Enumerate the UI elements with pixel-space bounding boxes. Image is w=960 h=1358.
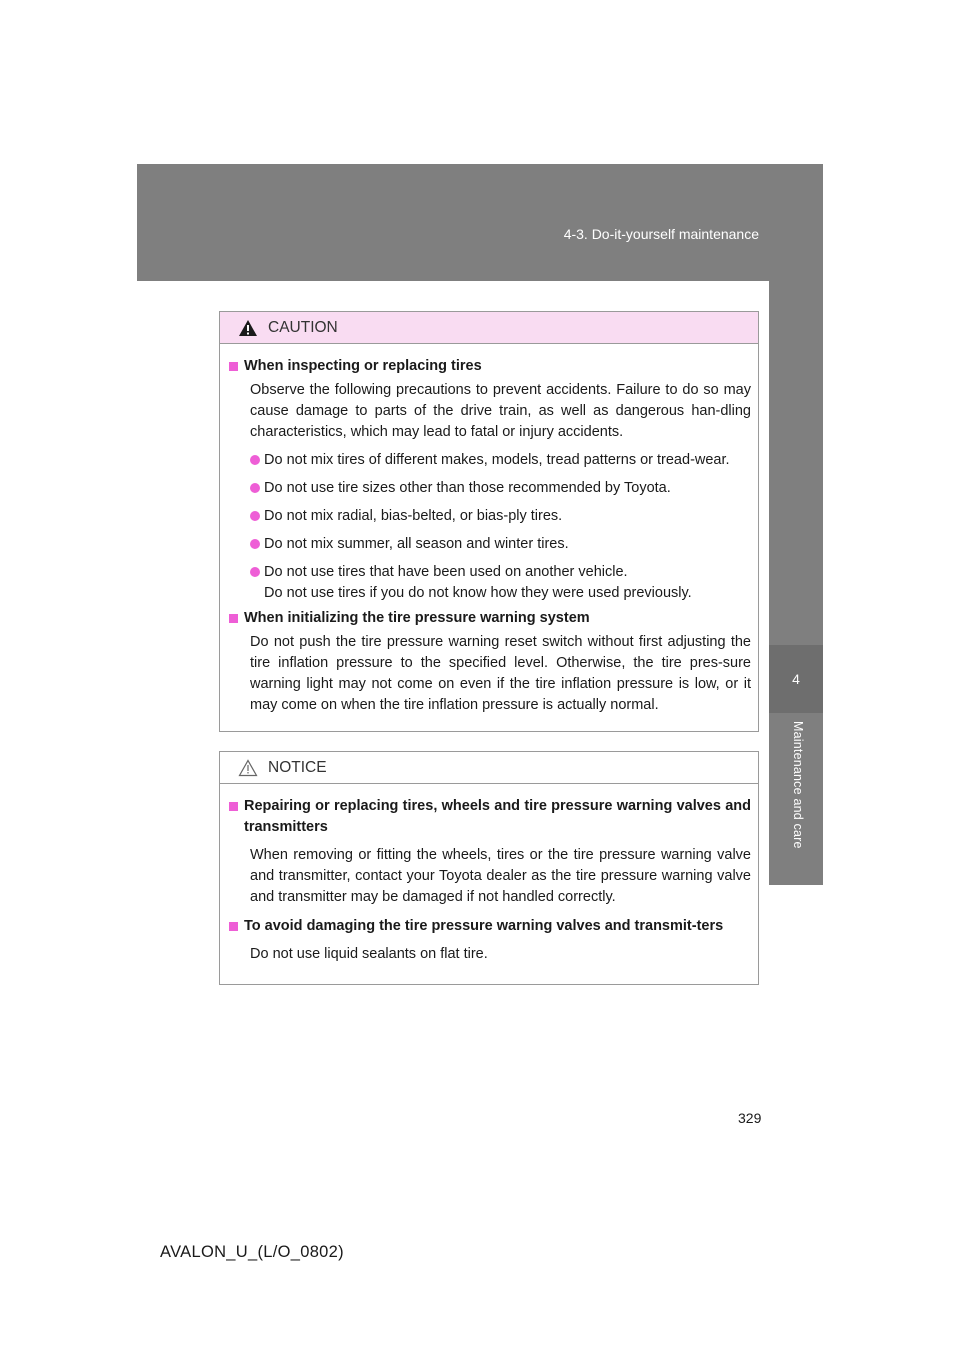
- list-item: Do not use tire sizes other than those recommended by Toyota.: [250, 478, 751, 499]
- warning-triangle-outline-icon: [238, 759, 258, 777]
- notice-header: [220, 752, 758, 784]
- caution-heading-initializing: When initializing the tire pressure warning system: [229, 608, 751, 629]
- notice-paragraph-avoid-damage: Do not use liquid sealants on flat tire.: [250, 946, 488, 962]
- caution-body: [220, 344, 758, 716]
- square-bullet-icon: [229, 802, 238, 811]
- chapter-number: 4: [769, 645, 823, 713]
- side-tab: [769, 281, 823, 885]
- notice-body: [220, 784, 758, 965]
- doc-code: AVALON_U_(L/O_0802): [160, 1243, 344, 1261]
- list-item: Do not mix tires of different makes, models, tread patterns or tread-wear.: [250, 450, 751, 471]
- notice-heading-repairing: Repairing or replacing tires, wheels and tire pressure warning valves and transmitters: [229, 796, 751, 838]
- round-bullet-icon: [250, 511, 260, 521]
- notice-title: NOTICE: [268, 758, 327, 776]
- warning-triangle-filled-icon: [238, 319, 258, 337]
- notice-heading-avoid-damage: To avoid damaging the tire pressure warning valves and transmit-ters: [229, 916, 751, 937]
- square-bullet-icon: [229, 922, 238, 931]
- bullet-line: Do not use tires that have been used on another vehicle.: [264, 564, 628, 580]
- caution-box: [219, 311, 759, 732]
- square-bullet-icon: [229, 362, 238, 371]
- notice-box: [219, 751, 759, 985]
- page-number: 329: [738, 1110, 762, 1126]
- section-title: 4-3. Do-it-yourself maintenance: [563, 226, 759, 242]
- notice-paragraph-repairing: When removing or fitting the wheels, tires or the tire pressure warning valve and transmitter, contact your Toyota dealer as the tire pressure warning valve and transmitter may be damaged if not handled correctly.: [250, 847, 751, 905]
- caution-header: [220, 312, 758, 344]
- list-item: [250, 562, 751, 604]
- caution-heading-inspecting: When inspecting or replacing tires: [229, 356, 751, 377]
- list-item: Do not mix summer, all season and winter tires.: [250, 534, 751, 555]
- round-bullet-icon: [250, 455, 260, 465]
- round-bullet-icon: [250, 483, 260, 493]
- caution-paragraph-initializing: Do not push the tire pressure warning reset switch without first adjusting the tire inflation pressure to the specified level. Otherwise, the tire pres-sure warning light may not come on even if the tire inflation pressure is low, or it may come on when the tire inflation pressure is actually normal.: [250, 634, 751, 713]
- square-bullet-icon: [229, 614, 238, 623]
- round-bullet-icon: [250, 567, 260, 577]
- bullet-line: Do not use tires if you do not know how they were used previously.: [264, 585, 692, 601]
- chapter-label: Maintenance and care: [791, 721, 805, 849]
- caution-title: CAUTION: [268, 318, 338, 336]
- header-band: [137, 164, 823, 281]
- round-bullet-icon: [250, 539, 260, 549]
- list-item: Do not mix radial, bias-belted, or bias-ply tires.: [250, 506, 751, 527]
- caution-paragraph-inspecting: Observe the following precautions to prevent accidents. Failure to do so may cause damage to parts of the drive train, as well as dangerous han-dling characteristics, which may lead to fatal or injury accidents.: [250, 382, 751, 440]
